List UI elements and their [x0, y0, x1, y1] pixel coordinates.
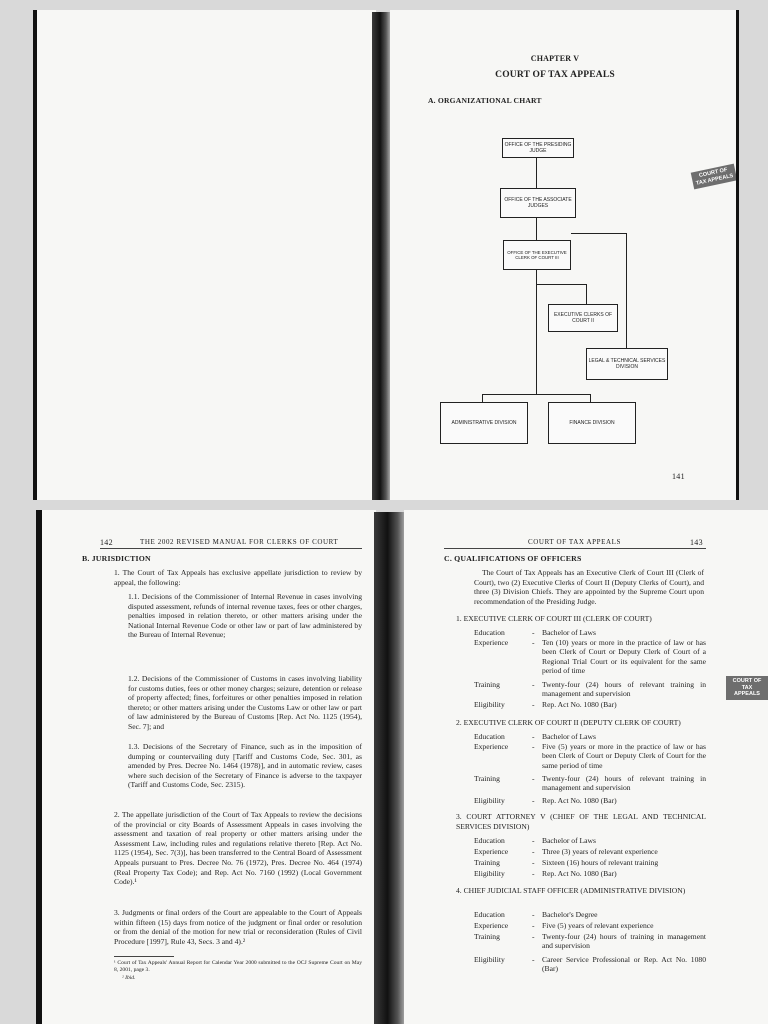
officer-4-training: Training - Twenty-four (24) hours of training in management and supervision	[474, 932, 706, 951]
officer-3-education: Education - Bachelor of Laws	[474, 836, 596, 845]
officer-1-eligibility: Eligibility - Rep. Act No. 1080 (Bar)	[474, 700, 617, 709]
chart-line	[571, 233, 626, 234]
officer-1-title: 1. EXECUTIVE CLERK OF COURT III (CLERK OF COURT)	[456, 614, 652, 623]
top-page-left-blank	[36, 10, 376, 500]
section-b-heading: B. JURISDICTION	[82, 554, 151, 563]
page-number-141: 141	[672, 472, 685, 481]
top-right-page-edge	[736, 10, 739, 500]
officer-4-education: Education - Bachelor's Degree	[474, 910, 598, 919]
jurisdiction-para-1-3: 1.3. Decisions of the Secretary of Finance, such as in the imposition of dumping or countervailing duty [Tariff and Customs Code, Sec. 301, as amended by Pres. Decree No. 1464 (1978)], and in automatic review, cases where such decision of the Secretary of Finance is adverse to the taxpayer (Tariff and Customs Code, Sec. 2315).	[128, 742, 362, 790]
bottom-spine-shadow	[374, 512, 408, 1024]
bottom-page-left	[42, 510, 376, 1024]
top-left-page-edge	[33, 10, 37, 500]
thumb-tab-court-of-tax-appeals: COURT OF TAX APPEALS	[691, 164, 738, 190]
officer-1-training: Training - Twenty-four (24) hours of relevant training in management and supervision	[474, 680, 706, 699]
org-box-finance: FINANCE DIVISION	[548, 402, 636, 444]
jurisdiction-para-1: 1. The Court of Tax Appeals has exclusive appellate jurisdiction to review by appeal, the following:	[114, 568, 362, 587]
top-page-right	[390, 10, 738, 500]
footnote-rule	[114, 956, 174, 957]
section-a-heading: A. ORGANIZATIONAL CHART	[428, 96, 542, 105]
officer-3-eligibility: Eligibility - Rep. Act No. 1080 (Bar)	[474, 869, 617, 878]
qualifications-intro: The Court of Tax Appeals has an Executive Clerk of Court III (Clerk of Court), two (2) Executive Clerks of Court II (Deputy Clerks of Court), and three (3) Division Chiefs. They are appointed by the Supreme Court upon recommendation of the Presiding Judge.	[474, 568, 704, 606]
officer-4-experience: Experience - Five (5) years of relevant experience	[474, 921, 654, 930]
bottom-page-right	[404, 510, 768, 1024]
officer-2-training: Training - Twenty-four (24) hours of relevant training in management and supervision	[474, 774, 706, 793]
running-head-left: THE 2002 REVISED MANUAL FOR CLERKS OF COURT	[140, 538, 339, 546]
org-box-presiding-judge: OFFICE OF THE PRESIDING JUDGE	[502, 138, 574, 158]
footnote-2: ² Ibid.	[122, 975, 136, 981]
jurisdiction-para-3: 3. Judgments or final orders of the Court are appealable to the Court of Appeals within fifteen (15) days from notice of the judgment or final order or resolution or from the denial of the motion for new trial or reconsideration (Rules of Civil Procedure [1997], Rule 43, Secs. 3 and 4).²	[114, 908, 362, 946]
officer-2-education: Education - Bachelor of Laws	[474, 732, 596, 741]
page-number-142: 142	[100, 538, 113, 547]
org-box-exec-clerk-iii: OFFICE OF THE EXECUTIVE CLERK OF COURT III	[503, 240, 571, 270]
chart-line	[586, 284, 587, 304]
chart-line	[482, 394, 590, 395]
officer-2-title: 2. EXECUTIVE CLERK OF COURT II (DEPUTY CLERK OF COURT)	[456, 718, 681, 727]
footnote-1: ¹ Court of Tax Appeals' Annual Report for Calendar Year 2000 submitted to the OCJ Supreme Court on May 8, 2001, page 3.	[114, 960, 362, 973]
jurisdiction-para-2: 2. The appellate jurisdiction of the Court of Tax Appeals to review the decisions of the provincial or city Boards of Assessment Appeals in cases involving the assessment and taxation of real property or other matters arising under the Assessment Law, including rules and regulations relative thereto [Rep. Act No. 1125 (1954), Sec. 7(3)], has been transferred to the Central Board of Assessment Appeals pursuant to Pres. Decree No. 76 (1972), Pres. Decree No. 464 (1974) (Real Property Tax Code); and Rep. Act No. 7160 (1992) (Local Government Code).¹	[114, 810, 362, 887]
chapter-label: CHAPTER V	[530, 54, 580, 63]
org-box-associate-judges: OFFICE OF THE ASSOCIATE JUDGES	[500, 188, 576, 218]
org-box-legal-technical: LEGAL & TECHNICAL SERVICES DIVISION	[586, 348, 668, 380]
thumb-tab-court-of-tax-appeals-right: COURT OF TAX APPEALS	[726, 676, 768, 700]
officer-1-education: Education - Bachelor of Laws	[474, 628, 596, 637]
org-box-exec-clerks-ii: EXECUTIVE CLERKS OF COURT II	[548, 304, 618, 332]
org-box-administrative: ADMINISTRATIVE DIVISION	[440, 402, 528, 444]
officer-2-eligibility: Eligibility - Rep. Act No. 1080 (Bar)	[474, 796, 617, 805]
officer-3-training: Training - Sixteen (16) hours of relevant training	[474, 858, 659, 867]
header-rule-left	[100, 548, 362, 549]
running-head-right: COURT OF TAX APPEALS	[528, 538, 622, 546]
jurisdiction-para-1-1: 1.1. Decisions of the Commissioner of Internal Revenue in cases involving disputed assessment, refunds of internal revenue taxes, fees or other charges, penalties imposed in relation thereto, or other matters arising under the National Internal Revenue Code or other law or part of law administered by the Bureau of Internal Revenue;	[128, 592, 362, 640]
chart-line	[626, 233, 627, 348]
chart-line	[536, 284, 586, 285]
section-c-heading: C. QUALIFICATIONS OF OFFICERS	[444, 554, 582, 563]
officer-3-experience: Experience - Three (3) years of relevant experience	[474, 847, 658, 856]
officer-1-experience: Experience - Ten (10) years or more in the practice of law or has been Clerk of Court or Deputy Clerk of Court of a Regional Trial Court or its equivalent for the same period of time	[474, 638, 706, 676]
jurisdiction-para-1-2: 1.2. Decisions of the Commissioner of Customs in cases involving liability for customs duties, fees or other money charges; seizure, detention or release of property affected; fines, forfeitures or other penalties imposed in relation thereto; or other matters arising under the Customs Law or other law or part of law administered by the Bureau of Customs [Rep. Act No. 1125 (1954), Sec. 7]; and	[128, 674, 362, 731]
top-spine-shadow	[372, 12, 392, 500]
chart-line	[536, 217, 537, 240]
officer-2-experience: Experience - Five (5) years or more in the practice of law or has been Clerk of Court or Deputy Clerk of Court for the same period of time	[474, 742, 706, 770]
officer-3-title: 3. COURT ATTORNEY V (CHIEF OF THE LEGAL AND TECHNICAL SERVICES DIVISION)	[456, 812, 706, 831]
officer-4-eligibility: Eligibility - Career Service Professional or Rep. Act No. 1080 (Bar)	[474, 955, 706, 974]
chart-line	[482, 394, 483, 402]
chart-line	[536, 156, 537, 188]
header-rule-right	[444, 548, 706, 549]
officer-4-title: 4. CHIEF JUDICIAL STAFF OFFICER (ADMINISTRATIVE DIVISION)	[456, 886, 686, 895]
chart-line	[590, 394, 591, 402]
chapter-title: COURT OF TAX APPEALS	[495, 70, 615, 80]
chart-line	[536, 268, 537, 394]
page-number-143: 143	[690, 538, 703, 547]
